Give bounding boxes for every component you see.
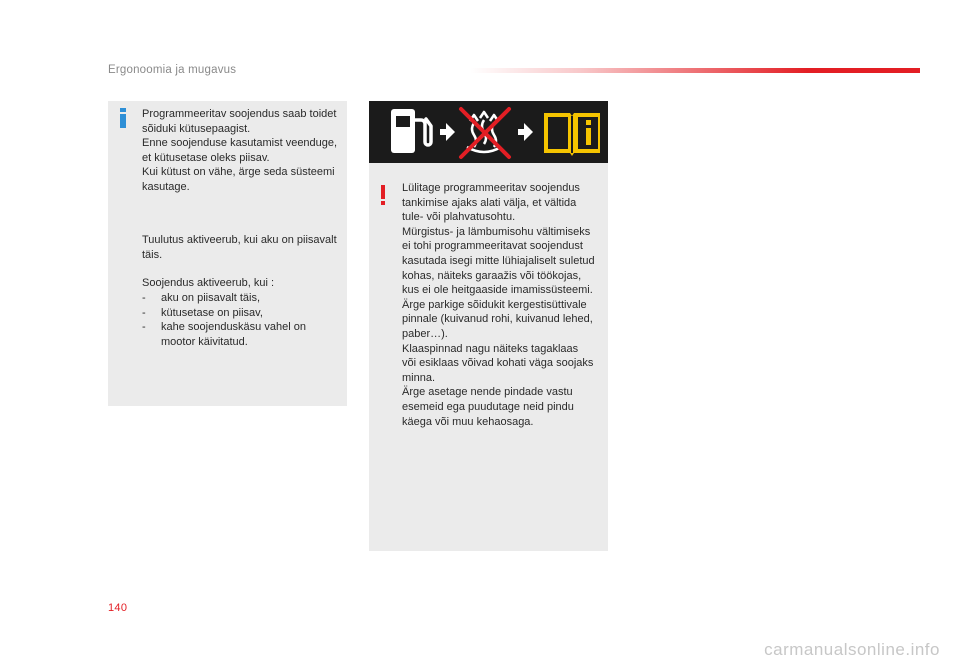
warning-pictogram — [369, 101, 608, 163]
warning-text: Lülitage programmeeritav soojendus tankimise ajaks alati välja, et vältida tule- või plahvatusohtu. Mürgistus- ja lämbumisohu vältimiseks ei tohi programmeeritavat soojendust kasutada isegi mitte lühiajaliselt suletud kohas, näiteks garaažis või töökojas, kus ei ole heitgaaside imamissüsteemi. Ärge parkige sõidukit kergestisüttivale pinnale (kuivanud rohi, kuivanud lehed, paber…). Klaaspinnad nagu näiteks tagaklaas või esiklaas võivad kohati väga soojaks minna. Ärge asetage nende pindade vastu esemeid ega puudutage neid pindu käega või muu kehaosaga. — [402, 182, 595, 428]
fuel-pump-icon — [391, 109, 431, 153]
list-item: - kütusetase on piisav, — [142, 306, 347, 321]
warning-panel — [369, 163, 608, 551]
manual-book-icon — [544, 113, 600, 156]
arrow-right-icon — [440, 123, 455, 141]
info-paragraph-ventilation: Tuulutus aktiveerub, kui aku on piisavalt täis. — [142, 234, 337, 261]
info-icon — [118, 108, 128, 128]
header-accent-bar — [470, 68, 920, 73]
crossed-heater-icon — [461, 109, 509, 157]
list-item: - kahe soojenduskäsu vahel on mootor käivitatud. — [142, 320, 347, 349]
page-number: 140 — [108, 602, 128, 614]
arrow-right-icon — [518, 123, 533, 141]
section-title: Ergonoomia ja mugavus — [108, 64, 237, 76]
warning-icon — [380, 185, 388, 205]
info-panel — [108, 101, 347, 406]
heating-conditions-list — [142, 291, 347, 349]
watermark: carmanualsonline.info — [764, 640, 940, 659]
info-paragraph-heating: Soojendus aktiveerub, kui : — [142, 277, 275, 289]
list-item: - aku on piisavalt täis, — [142, 291, 347, 306]
info-paragraph-fuel: Programmeeritav soojendus saab toidet sõiduki kütusepaagist. Enne soojenduse kasutamist veenduge, et kütusetase oleks piisav. Kui kütust on vähe, ärge seda süsteemi kasutage. — [142, 108, 338, 193]
